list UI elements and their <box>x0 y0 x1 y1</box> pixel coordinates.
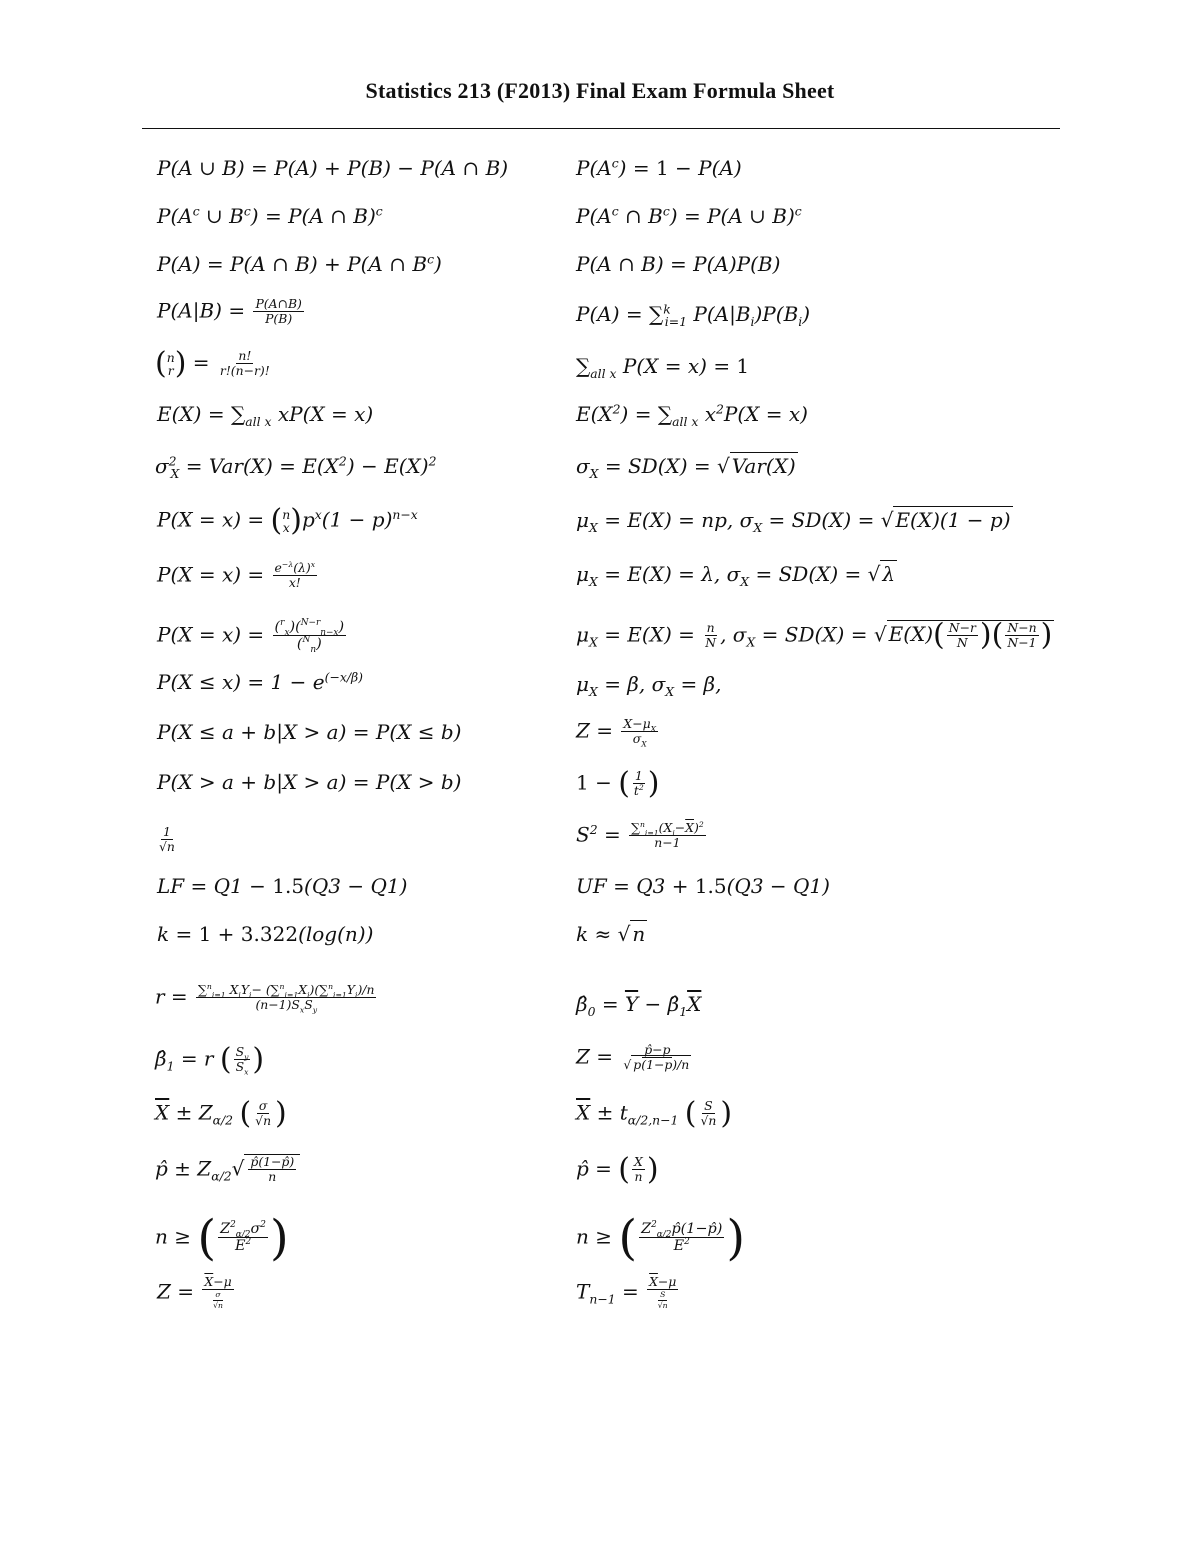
formula-binomial-moments: $\mu_X = E(X)$ = np, $\sigma_X = SD(X)$ = √ E(X)(1 − p) <box>576 508 1011 535</box>
formula-sturges: k = 1 + 3.322(log(n)) <box>157 922 374 946</box>
formula-zscore: Z = $\frac{X-\mu_X}{\sigma_X}$ <box>576 716 657 749</box>
formula-z-test: Z = $\frac{\overline{X}-\mu}{\frac{\sigma}{√n}}$ <box>157 1274 232 1311</box>
formula-memoryless2: P(X > a + b|X > a) = P(X > b) <box>157 770 462 794</box>
formula-second-moment: $E(X^2) = \sum_{all x}$ $x^2P(X = x)$ <box>576 401 808 429</box>
title-divider <box>142 128 1060 129</box>
formula-complement: $P(A^c) = 1 - P(A)$ <box>576 155 742 180</box>
formula-correlation: r = $\frac{\sum^n_{i=1} X_iY_i- (\sum^n_{i=1}X_i)(\sum^n_{i=1}Y_i)/n}{(n-1)S_xS_y}$ <box>155 981 375 1015</box>
formula-memoryless1: P(X ≤ a + b|X > a) = P(X ≤ b) <box>157 720 462 744</box>
formula-lower-fence: LF = Q1 − 1.5(Q3 − Q1) <box>157 874 408 898</box>
formula-expectation: $E(X) = \sum_{all x}$ xP(X = x) <box>157 402 374 429</box>
formula-exponential-moments: $\mu_X = \beta$, $\sigma_X = \beta$, <box>576 672 722 699</box>
formula-n-prop: n ≥ ( $\frac{Z^2_{\alpha/2}p̂(1-p̂)}{E^2}$ ) <box>576 1209 746 1266</box>
formula-hypergeometric-moments: $\mu_X = E(X)$ = $\frac{n}{N}$ , $\sigma_X = SD(X)$ = √ E(X)( $\frac{N-r}{N}$ )( $\frac{N-n}{N-1}$ ) <box>576 617 1053 653</box>
formula-hypergeometric-pmf: P(X = x) = $\frac{(^r_x)(^{N-r}_{n-x})}{(^N_n)}$ <box>157 618 345 656</box>
formula-sqrt-rule: k ≈ √ n <box>576 922 646 946</box>
formula-independence: P(A ∩ B) = P(A)P(B) <box>576 252 781 276</box>
formula-union: P(A ∪ B) = P(A) + P(B) − P(A ∩ B) <box>157 156 509 180</box>
formula-ci-t: $\overline{X} \pm t_{\alpha/2,n-1}$ ( $\frac{S}{√n}$ ) <box>576 1095 733 1131</box>
formula-beta0: $\betâ_0 = \overline{Y}$ − $\betâ_1\overline{X}$ <box>576 992 702 1019</box>
formula-p-hat: p̂ = ( $\frac{X}{n}$ ) <box>576 1151 659 1187</box>
formula-inv-sqrt-n: $\frac{1}{√n}$ <box>159 824 175 855</box>
formula-variance: $\sigma^2_X = Var(X) = E(X^2) - E(X)^2$ <box>155 453 437 481</box>
page-title: Statistics 213 (F2013) Final Exam Formula Sheet <box>365 78 835 103</box>
formula-chebyshev: 1 − ( $\frac{1}{t^2}$ ) <box>576 765 660 801</box>
formula-poisson-moments: $\mu_X = E(X) = \lambda$, $\sigma_X = SD(X)$ = √ λ <box>576 562 896 589</box>
formula-beta1: $\betâ_1 = r$ ( $\frac{S_y}{S_x}$ ) <box>155 1041 265 1077</box>
formula-n-mean: n ≥ ( $\frac{Z^2_{\alpha/2}\sigma^2}{E^2}$ ) <box>155 1209 289 1266</box>
formula-total-probability: P(A) = ∑$^k_{i=1}$ $P(A|B_i)P(B_i)$ <box>576 301 811 329</box>
formula-ci-prop: p̂ ± $Z_{\alpha/2}√$ $\frac{p̂(1-p̂)}{n}$ <box>155 1156 300 1184</box>
formula-sample-variance: $S^2$ = $\frac{\sum^n_{i=1}(X_i-\overline{X})^2}{n-1}$ <box>576 819 704 851</box>
formula-binomial-pmf: P(X = x) = ( n x )$p^x(1 - p)^{n-x}$ <box>157 503 418 539</box>
formula-conditional: P(A|B) = $\frac{P(A\cap B)}{P(B)}$ <box>157 296 302 327</box>
formula-pmf-sum: $\sum_{all x}$ P(X = x) = 1 <box>576 354 750 381</box>
formula-prop-z: Z = $\frac{p̂-p}{√ p(1-p)/n}$ <box>576 1042 690 1073</box>
formula-poisson-pmf: P(X = x) = $\frac{e^{-\lambda}(\lambda)^x}{x!}$ <box>157 559 316 591</box>
formula-demorgan2: $P(A^c$ ∩ $B^c) = P(A$ ∪ B)$^c$ <box>576 203 802 228</box>
formula-exponential-cdf: $P(X \le x) = 1 - e^{(-x/\beta)}$ <box>157 669 363 694</box>
formula-combination: ( n r ) = $\frac{n!}{r!(n-r)!}$ <box>155 345 270 381</box>
formula-ci-z: $\overline{X} \pm Z_{\alpha/2}$ ( $\frac{\sigma}{√n}$ ) <box>155 1095 287 1131</box>
formula-t-test: $T_{n-1}$ = $\frac{\overline{X}-\mu}{\frac{S}{√n}}$ <box>576 1274 677 1311</box>
formula-total-partition: P(A) = P(A ∩ B) + P(A ∩ $B^c$) <box>157 251 442 276</box>
formula-sd: $\sigma_X = SD(X)$ = √ Var(X) <box>576 454 796 481</box>
formula-demorgan1: $P(A^c$ ∪ $B^c) = P(A$ ∩ B)$^c$ <box>157 203 383 228</box>
formula-upper-fence: UF = Q3 + 1.5(Q3 − Q1) <box>576 874 830 898</box>
